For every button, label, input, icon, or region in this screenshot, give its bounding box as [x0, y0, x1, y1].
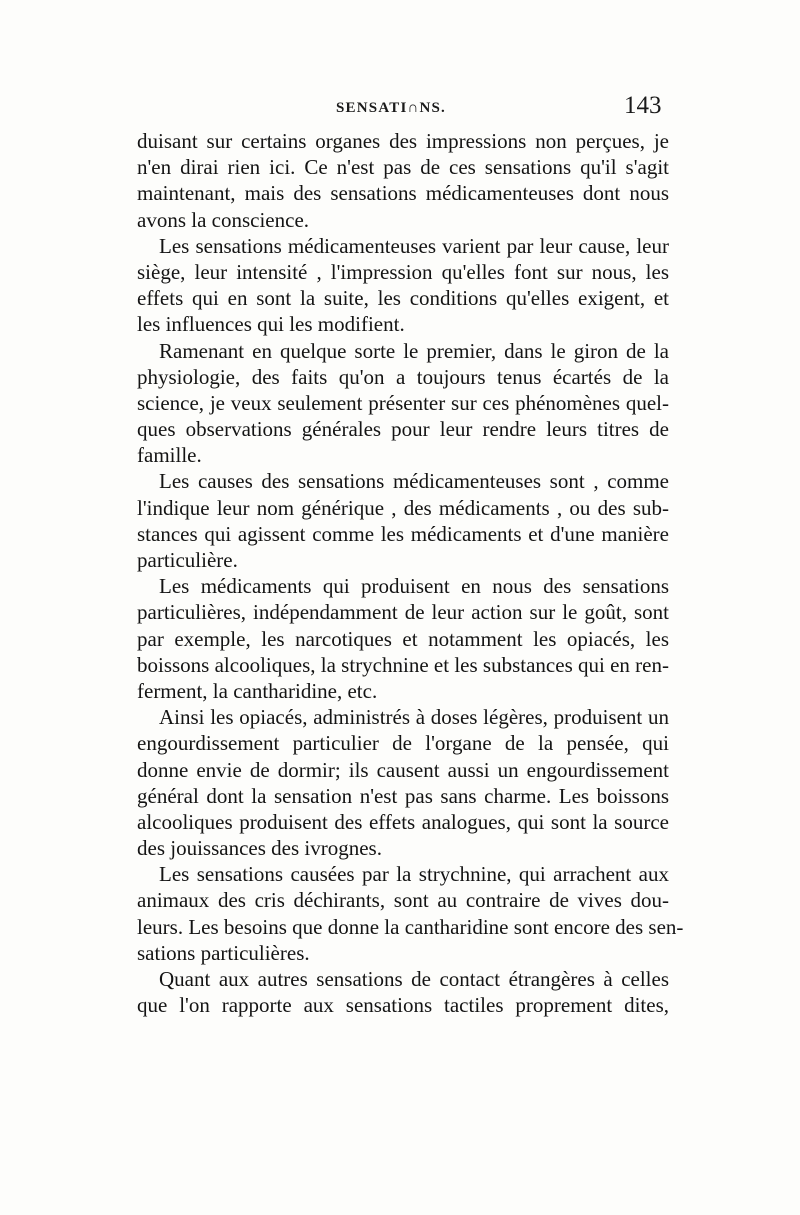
- text-line: des jouissances des ivrognes.: [137, 836, 382, 861]
- text-line: n'en dirai rien ici. Ce n'est pas de ces sensations qu'il s'agit: [137, 155, 669, 180]
- text-line: physiologie, des faits qu'on a toujours tenus écartés de la: [137, 364, 669, 389]
- text-line: alcooliques produisent des effets analogues, qui sont la source: [137, 809, 669, 834]
- text-line: Ramenant en quelque sorte le premier, dans le giron de la: [159, 338, 669, 363]
- text-line: Ainsi les opiacés, administrés à doses légères, produisent un: [159, 705, 669, 730]
- text-line: que l'on rapporte aux sensations tactiles proprement dites,: [137, 993, 669, 1018]
- text-line: donne envie de dormir; ils causent aussi un engourdissement: [137, 757, 669, 782]
- text-line: animaux des cris déchirants, sont au contraire de vives dou-: [137, 888, 669, 913]
- text-line: Les causes des sensations médicamenteuses sont , comme: [159, 469, 669, 494]
- text-line: particulières, indépendamment de leur action sur le goût, sont: [137, 600, 669, 625]
- running-title: SENSATI∩NS.: [336, 100, 446, 116]
- text-line: science, je veux seulement présenter sur ces phénomènes quel-: [137, 390, 669, 415]
- text-line: stances qui agissent comme les médicaments et d'une manière: [137, 521, 669, 546]
- body-text: [137, 128, 684, 1018]
- text-line: famille.: [137, 443, 202, 468]
- text-line: engourdissement particulier de l'organe de la pensée, qui: [137, 731, 669, 756]
- text-line: par exemple, les narcotiques et notamment les opiacés, les: [137, 626, 669, 651]
- text-line: Les sensations médicamenteuses varient par leur cause, leur: [159, 233, 669, 258]
- text-line: siège, leur intensité , l'impression qu'elles font sur nous, les: [137, 259, 669, 284]
- text-line: leurs. Les besoins que donne la cantharidine sont encore des sen-: [137, 914, 684, 939]
- text-line: maintenant, mais des sensations médicamenteuses dont nous: [137, 181, 669, 206]
- text-line: Les médicaments qui produisent en nous des sensations: [159, 574, 669, 599]
- text-line: sations particulières.: [137, 940, 310, 965]
- text-line: Les sensations causées par la strychnine, qui arrachent aux: [159, 862, 669, 887]
- text-line: particulière.: [137, 548, 238, 572]
- text-line: général dont la sensation n'est pas sans charme. Les boissons: [137, 783, 669, 808]
- text-line: boissons alcooliques, la strychnine et les substances qui en ren-: [137, 652, 669, 677]
- text-line: l'indique leur nom générique , des médicaments , ou des sub-: [137, 495, 669, 520]
- text-line: Quant aux autres sensations de contact étrangères à celles: [159, 967, 669, 991]
- text-line: ferment, la cantharidine, etc.: [137, 678, 378, 703]
- text-line: duisant sur certains organes des impressions non perçues, je: [137, 129, 669, 153]
- text-line: les influences qui les modifient.: [137, 312, 405, 337]
- text-line: ques observations générales pour leur rendre leurs titres de: [137, 417, 669, 442]
- page-number: 143: [624, 92, 662, 119]
- text-line: avons la conscience.: [137, 207, 310, 232]
- text-line: effets qui en sont la suite, les conditions qu'elles exigent, et: [137, 286, 669, 311]
- running-header: [0, 92, 800, 122]
